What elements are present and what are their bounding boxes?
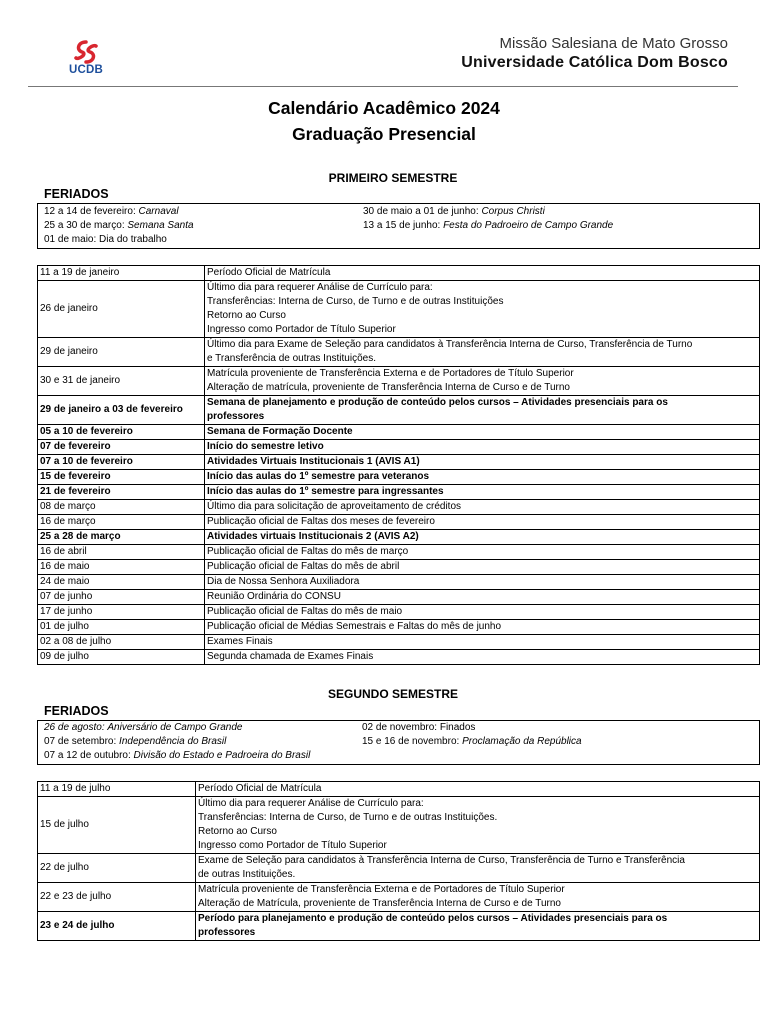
row-description: [205, 440, 760, 455]
logo-text: UCDB: [68, 64, 104, 76]
calendar-row: [38, 470, 760, 485]
row-description: [196, 782, 760, 797]
row-description: [205, 396, 760, 425]
row-description: [205, 485, 760, 500]
description-line: Exames Finais: [207, 636, 273, 647]
row-date: 07 a 10 de fevereiro: [38, 455, 205, 470]
calendar-row: [38, 281, 760, 338]
first-semester-heading: PRIMEIRO SEMESTRE: [328, 171, 458, 185]
calendar-row: [38, 560, 760, 575]
row-date: 24 de maio: [38, 575, 205, 590]
description-line: Atividades virtuais Institucionais 2 (AVIS A2): [207, 531, 419, 542]
row-date: 26 de janeiro: [38, 281, 205, 338]
calendar-row: [38, 912, 760, 941]
holiday-item: 01 de maio: Dia do trabalho: [44, 234, 167, 245]
row-description: [205, 620, 760, 635]
description-line: Publicação oficial de Médias Semestrais e Faltas do mês de junho: [207, 621, 502, 632]
calendar-row: [38, 650, 760, 665]
row-description: [205, 590, 760, 605]
org-name: Universidade Católica Dom Bosco: [461, 54, 728, 71]
row-date: 11 a 19 de julho: [38, 782, 196, 797]
row-date: 22 de julho: [38, 854, 196, 883]
description-line: Último dia para requerer Análise de Currículo para:: [207, 282, 433, 293]
row-description: [205, 560, 760, 575]
row-description: [196, 854, 760, 883]
description-line: Publicação oficial de Faltas do mês de março: [207, 546, 409, 557]
description-line: Publicação oficial de Faltas do mês de abril: [207, 561, 400, 572]
calendar-row: [38, 455, 760, 470]
row-description: [196, 912, 760, 941]
second-holidays-title: FERIADOS: [44, 704, 109, 718]
description-line: Último dia para solicitação de aproveitamento de créditos: [207, 501, 462, 512]
org-subtitle: Missão Salesiana de Mato Grosso: [499, 35, 728, 52]
description-line: Atividades Virtuais Institucionais 1 (AVIS A1): [207, 456, 420, 467]
holiday-item: 02 de novembro: Finados: [362, 722, 476, 733]
row-description: [205, 470, 760, 485]
second-semester-heading: SEGUNDO SEMESTRE: [327, 687, 459, 701]
description-line: Período para planejamento e produção de conteúdo pelos cursos – Atividades presenciais para os: [198, 913, 668, 924]
description-line: Ingresso como Portador de Título Superior: [207, 324, 396, 335]
calendar-row: [38, 425, 760, 440]
description-line: e Transferência de outras Instituições.: [207, 353, 376, 364]
row-date: 11 a 19 de janeiro: [38, 266, 205, 281]
second-semester-table: [37, 781, 760, 941]
calendar-row: [38, 545, 760, 560]
description-line: Início das aulas do 1º semestre para ingressantes: [207, 486, 444, 497]
row-date: 22 e 23 de julho: [38, 883, 196, 912]
description-line: Retorno ao Curso: [198, 826, 277, 837]
row-description: [205, 367, 760, 396]
calendar-row: [38, 530, 760, 545]
row-description: [205, 281, 760, 338]
calendar-row: [38, 797, 760, 854]
calendar-row: [38, 500, 760, 515]
calendar-row: [38, 854, 760, 883]
row-date: 29 de janeiro a 03 de fevereiro: [38, 396, 205, 425]
row-description: [205, 266, 760, 281]
description-line: Semana de planejamento e produção de conteúdo pelos cursos – Atividades presenciais para os: [207, 397, 668, 408]
header-divider: [28, 86, 738, 87]
row-date: 09 de julho: [38, 650, 205, 665]
description-line: professores: [207, 411, 265, 422]
row-description: [205, 650, 760, 665]
row-date: 16 de maio: [38, 560, 205, 575]
calendar-row: [38, 396, 760, 425]
description-line: Início das aulas do 1º semestre para veteranos: [207, 471, 430, 482]
description-line: Publicação oficial de Faltas dos meses de fevereiro: [207, 516, 435, 527]
row-description: [205, 530, 760, 545]
calendar-row: [38, 635, 760, 650]
row-date: 15 de julho: [38, 797, 196, 854]
row-date: 16 de abril: [38, 545, 205, 560]
calendar-row: [38, 515, 760, 530]
calendar-row: [38, 590, 760, 605]
calendar-row: [38, 782, 760, 797]
description-line: Dia de Nossa Senhora Auxiliadora: [207, 576, 360, 587]
holiday-item: 07 a 12 de outubro: Divisão do Estado e Padroeira do Brasil: [44, 750, 311, 761]
row-date: 16 de março: [38, 515, 205, 530]
ucdb-logo: [62, 40, 110, 80]
holiday-item: 07 de setembro: Independência do Brasil: [44, 736, 227, 747]
row-description: [205, 605, 760, 620]
second-holidays-box: [37, 720, 760, 765]
row-description: [196, 883, 760, 912]
description-line: Retorno ao Curso: [207, 310, 286, 321]
description-line: Período Oficial de Matrícula: [198, 783, 322, 794]
description-line: Transferências: Interna de Curso, de Turno e de outras Instituições.: [198, 812, 498, 823]
row-date: 02 a 08 de julho: [38, 635, 205, 650]
description-line: Ingresso como Portador de Título Superior: [198, 840, 387, 851]
description-line: Matrícula proveniente de Transferência Externa e de Portadores de Título Superior: [198, 884, 565, 895]
row-description: [205, 575, 760, 590]
row-date: 21 de fevereiro: [38, 485, 205, 500]
holiday-item: 26 de agosto: Aniversário de Campo Grande: [44, 722, 243, 733]
document-subtitle: Graduação Presencial: [292, 124, 476, 144]
row-date: 07 de fevereiro: [38, 440, 205, 455]
row-description: [205, 500, 760, 515]
row-date: 05 a 10 de fevereiro: [38, 425, 205, 440]
description-line: Alteração de matrícula, proveniente de Transferência Interna de Curso e de Turno: [207, 382, 570, 393]
description-line: de outras Instituições.: [198, 869, 296, 880]
holiday-item: 30 de maio a 01 de junho: Corpus Christi: [363, 206, 545, 217]
document-title: Calendário Acadêmico 2024: [268, 98, 500, 118]
calendar-row: [38, 266, 760, 281]
row-date: 17 de junho: [38, 605, 205, 620]
description-line: Segunda chamada de Exames Finais: [207, 651, 374, 662]
row-date: 15 de fevereiro: [38, 470, 205, 485]
first-holidays-box: [37, 203, 760, 249]
row-description: [205, 455, 760, 470]
row-date: 23 e 24 de julho: [38, 912, 196, 941]
holiday-item: 13 a 15 de junho: Festa do Padroeiro de Campo Grande: [363, 220, 614, 231]
calendar-row: [38, 338, 760, 367]
description-line: Transferências: Interna de Curso, de Turno e de outras Instituições: [207, 296, 504, 307]
description-line: Período Oficial de Matrícula: [207, 267, 331, 278]
calendar-row: [38, 367, 760, 396]
description-line: professores: [198, 927, 256, 938]
description-line: Último dia para requerer Análise de Currículo para:: [198, 798, 424, 809]
ucdb-logo-mark: [72, 40, 100, 64]
description-line: Exame de Seleção para candidatos à Transferência Interna de Curso, Transferência de Turno e Transferência: [198, 855, 685, 866]
calendar-row: [38, 605, 760, 620]
row-date: 29 de janeiro: [38, 338, 205, 367]
row-date: 25 a 28 de março: [38, 530, 205, 545]
description-line: Alteração de Matrícula, proveniente de Transferência Interna de Curso e de Turno: [198, 898, 561, 909]
row-date: 30 e 31 de janeiro: [38, 367, 205, 396]
description-line: Semana de Formação Docente: [207, 426, 353, 437]
row-description: [205, 545, 760, 560]
row-description: [205, 515, 760, 530]
holiday-item: 25 a 30 de março: Semana Santa: [44, 220, 194, 231]
description-line: Matrícula proveniente de Transferência Externa e de Portadores de Título Superior: [207, 368, 574, 379]
calendar-row: [38, 575, 760, 590]
row-description: [205, 635, 760, 650]
row-date: 07 de junho: [38, 590, 205, 605]
calendar-row: [38, 620, 760, 635]
first-semester-table: [37, 265, 760, 665]
description-line: Reunião Ordinária do CONSU: [207, 591, 341, 602]
calendar-row: [38, 883, 760, 912]
row-description: [196, 797, 760, 854]
calendar-row: [38, 485, 760, 500]
first-holidays-title: FERIADOS: [44, 187, 109, 201]
row-description: [205, 425, 760, 440]
description-line: Publicação oficial de Faltas do mês de maio: [207, 606, 403, 617]
row-date: 08 de março: [38, 500, 205, 515]
holiday-item: 12 a 14 de fevereiro: Carnaval: [44, 206, 179, 217]
holiday-item: 15 e 16 de novembro: Proclamação da República: [362, 736, 582, 747]
description-line: Último dia para Exame de Seleção para candidatos à Transferência Interna de Curso, Transferência de Turno: [207, 339, 693, 350]
calendar-row: [38, 440, 760, 455]
row-date: 01 de julho: [38, 620, 205, 635]
description-line: Início do semestre letivo: [207, 441, 324, 452]
row-description: [205, 338, 760, 367]
